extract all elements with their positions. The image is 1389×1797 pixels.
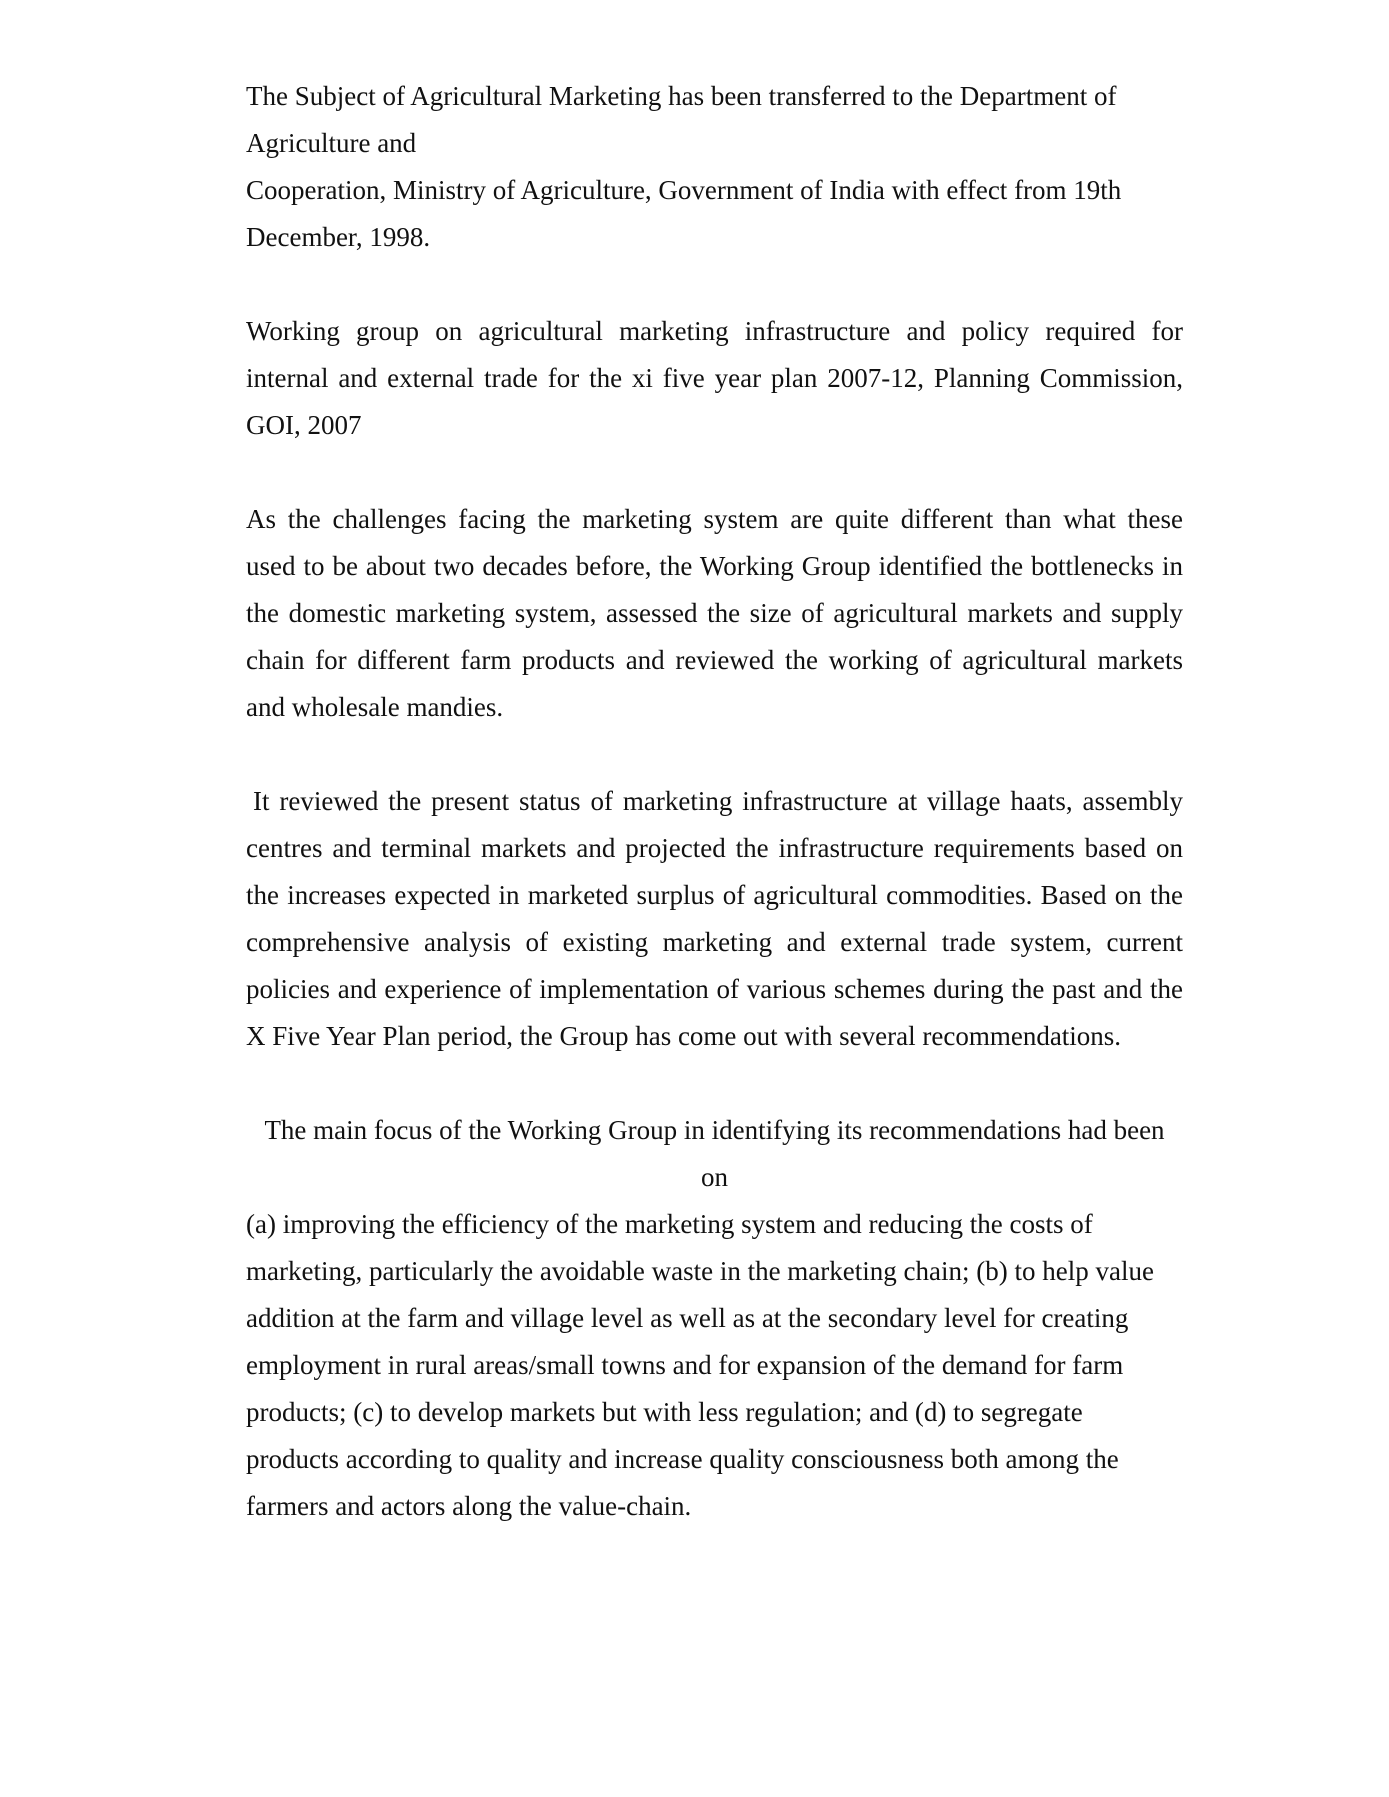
paragraph-main-focus	[246, 1107, 1183, 1530]
text-line: December, 1998.	[246, 222, 431, 252]
paragraph-infrastructure-review	[246, 778, 1183, 1060]
text-line: X Five Year Plan period, the Group has come out with several recommendations.	[246, 1021, 1122, 1051]
text-line: Working group on agricultural marketing infrastructure and policy required for	[246, 316, 1183, 346]
text-line-centered: The main focus of the Working Group in identifying its recommendations had been	[264, 1115, 1165, 1145]
text-line: GOI, 2007	[246, 410, 362, 440]
paragraph-transfer-note	[246, 73, 1183, 261]
text-line: Cooperation, Ministry of Agriculture, Government of India with effect from 19th	[246, 175, 1122, 205]
text-line: comprehensive analysis of existing marketing and external trade system, current	[246, 927, 1183, 957]
text-line: marketing, particularly the avoidable waste in the marketing chain; (b) to help value	[246, 1256, 1154, 1286]
text-line: It reviewed the present status of marketing infrastructure at village haats, assembly	[253, 786, 1183, 816]
text-line: products; (c) to develop markets but with less regulation; and (d) to segregate	[246, 1397, 1083, 1427]
text-line: and wholesale mandies.	[246, 692, 504, 722]
text-line: (a) improving the efficiency of the marketing system and reducing the costs of	[246, 1209, 1093, 1239]
text-line: As the challenges facing the marketing system are quite different than what these	[246, 504, 1183, 534]
text-line: Agriculture and	[246, 128, 417, 158]
text-line: centres and terminal markets and projected the infrastructure requirements based on	[246, 833, 1183, 863]
text-line: internal and external trade for the xi five year plan 2007-12, Planning Commission,	[246, 363, 1183, 393]
text-line: addition at the farm and village level as well as at the secondary level for creating	[246, 1303, 1129, 1333]
text-line: products according to quality and increase quality consciousness both among the	[246, 1444, 1119, 1474]
text-line: chain for different farm products and reviewed the working of agricultural markets	[246, 645, 1183, 675]
text-column	[246, 73, 1183, 1577]
text-line: The Subject of Agricultural Marketing has been transferred to the Department of	[246, 81, 1117, 111]
text-line: farmers and actors along the value-chain.	[246, 1491, 692, 1521]
text-line: the domestic marketing system, assessed the size of agricultural markets and supply	[246, 598, 1183, 628]
text-line-centered: on	[701, 1162, 728, 1192]
text-line: used to be about two decades before, the Working Group identified the bottlenecks in	[246, 551, 1183, 581]
text-line: policies and experience of implementation of various schemes during the past and the	[246, 974, 1183, 1004]
paragraph-working-group-reference	[246, 308, 1183, 449]
text-line: the increases expected in marketed surplus of agricultural commodities. Based on the	[246, 880, 1183, 910]
text-line: employment in rural areas/small towns and for expansion of the demand for farm	[246, 1350, 1124, 1380]
paragraph-challenges	[246, 496, 1183, 731]
